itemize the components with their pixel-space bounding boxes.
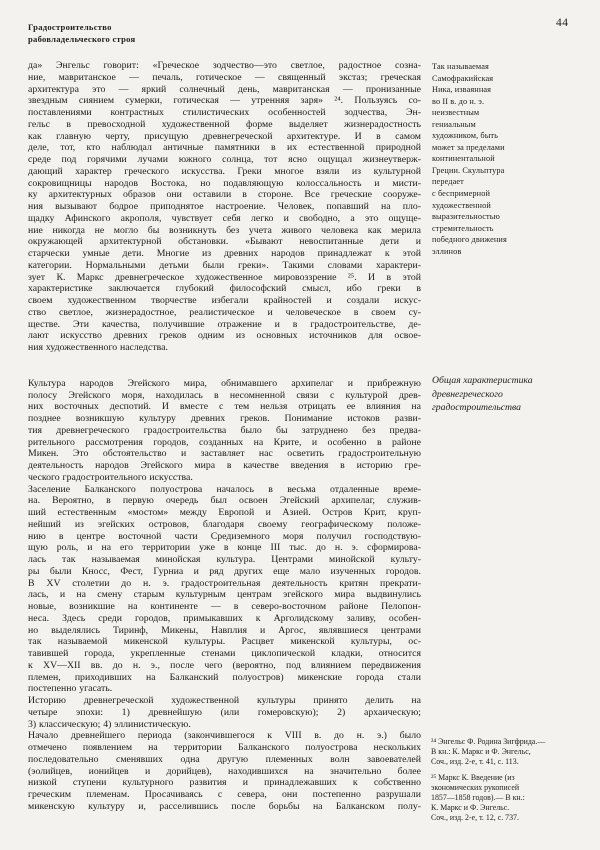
text-line: среде под горячими лучами южного солнца, тот ясно ощущал жизнеутверж- bbox=[28, 154, 421, 165]
margin-note-nike bbox=[432, 61, 578, 257]
text-line: характеристике заключается глубокий философский смысл, ибо греки в bbox=[28, 283, 421, 295]
text-line: ку архитектурных образов они оставили в стороне. Все греческие сооруже- bbox=[28, 189, 421, 201]
text-line: В кн.: К. Маркс и Ф. Энгельс, bbox=[431, 747, 531, 757]
text-line: во II в. до н. э. bbox=[432, 96, 485, 106]
text-line: постепенно угасать. bbox=[28, 683, 113, 695]
text-line: тия древнегреческого градостроительства было бы затруднено без предва- bbox=[28, 424, 421, 436]
text-line: позднее возникшую культуру древних греков. Понимание истоков разви- bbox=[28, 413, 421, 424]
text-line: деле, тот, кто наблюдал античные памятники в их естественной природной bbox=[28, 142, 421, 154]
text-line: старчески умные дети. Многие из древних народов принадлежат к этой bbox=[28, 248, 421, 259]
text-line: ние никогда не могло бы возникнуть без учета живого человека как мерила bbox=[28, 224, 421, 236]
text-line: Микен. Это обстоятельство и заставляет нас осветить градостроительную bbox=[28, 448, 421, 460]
text-line: В XV столетии до н. э. градостроительная деятельность критян прекрати- bbox=[28, 577, 421, 589]
text-line: Начало древнейшего периода (закончившегося к VIII в. до н. э.) было bbox=[28, 730, 421, 742]
text-line: них восточных деспотий. И вместе с тем нельзя отрицать ее влияния на bbox=[28, 401, 421, 413]
text-line: неса. Здесь среди городов, примыкавших к Арголидскому заливу, особен- bbox=[28, 612, 421, 624]
text-line: ществе. Эти качества, получившие отражение и в градостроительстве, де- bbox=[28, 318, 421, 330]
text-line: рабовладельческого строя bbox=[28, 33, 136, 44]
text-line: ния вызывают бодрое приподнятое настроение. Человек, попавший на пло- bbox=[28, 201, 421, 212]
text-line: гениальным bbox=[432, 119, 476, 129]
main-text-column bbox=[28, 60, 421, 813]
text-line: ший естественным «мостом» между Европой и Азией. Остров Крит, круп- bbox=[28, 507, 421, 518]
text-line: 1857—1858 годов).— В кн.: bbox=[431, 793, 525, 803]
text-line: Греции. Скульптура bbox=[432, 165, 505, 175]
text-line: племен, приходивших на Балканский полуостров) микенские города стали bbox=[28, 671, 421, 683]
text-line: ры были Кносс, Фест, Гурниа и ряд других еще мало изученных городов. bbox=[28, 565, 421, 577]
text-line: категории. Нормальными детьми были греки». Такими словами характери- bbox=[28, 259, 421, 271]
text-line: художником, быть bbox=[432, 131, 499, 141]
text-line: Соч., изд. 2-е, т. 41, с. 113. bbox=[431, 757, 519, 767]
text-line: Так называемая bbox=[432, 62, 489, 71]
text-line: низкой ступени культурного развития и принадлежавших к собственно bbox=[28, 777, 421, 789]
text-line: на. Вероятно, в первую очередь был освоен Эгейский архипелаг, служив- bbox=[28, 495, 421, 507]
text-line: Общая характеристика bbox=[432, 375, 533, 386]
text-line: деятельность народов Эгейского мира в качестве введения в историю гре- bbox=[28, 460, 421, 471]
text-line: (эолийцев, ионийцев и дорийцев), находившихся на значительно более bbox=[28, 765, 421, 777]
text-line: неизвестным bbox=[432, 108, 480, 118]
text-line: как главную черту, присущую древнегреческой архитектуре. И в самом bbox=[28, 130, 421, 142]
text-line: новые, возникшие на континенте — в северо-восточном районе Пелопон- bbox=[28, 601, 421, 612]
footnotes-block bbox=[431, 737, 584, 824]
running-head bbox=[28, 22, 248, 45]
text-line: нию в центре восточной части Средиземного моря получил господствую- bbox=[28, 530, 421, 542]
text-line: ²⁴ Энгельс Ф. Родина Зигфрида.— bbox=[431, 737, 546, 746]
paragraph-balkan-settlement bbox=[28, 484, 421, 696]
text-line: окружающей архитектурной обстановки. «Бывают невоспитанные дети и bbox=[28, 236, 421, 248]
text-line: художественной bbox=[432, 200, 491, 210]
text-line: ²⁵ Маркс К. Введение (из bbox=[431, 772, 515, 782]
text-line: полосу Эгейского моря, находилась в несомненной связи с культурой древ- bbox=[28, 389, 421, 401]
text-line: победного движения bbox=[432, 235, 507, 245]
text-line: к XV—XII вв. до н. э., после чего (вероятно, под влиянием передвижения bbox=[28, 659, 421, 671]
text-line: Ника, изваянная bbox=[432, 85, 492, 95]
text-line: Соч., изд. 2-е, т. 12, с. 737. bbox=[431, 813, 519, 823]
text-line: щую роль, и на его территории уже в конце III тыс. до н. э. сформирова- bbox=[28, 542, 421, 554]
text-line: лают искусство древних греков одним из основных источников для освое- bbox=[28, 330, 421, 342]
paragraph-engels-quote bbox=[28, 60, 421, 354]
text-line: ческого градостроительного искусства. bbox=[28, 471, 193, 483]
text-line: гельс в превосходной художественной форме выделяет жизнерадостность bbox=[28, 118, 421, 130]
text-line: но выделялись Тиринф, Микены, Навплия и Аргос, являвшиеся центрами bbox=[28, 624, 421, 636]
text-line: зует К. Маркс древнегреческое художественное мировоззрение ²⁵. И в этой bbox=[28, 271, 421, 283]
text-line: сокровищницы народов Востока, но подавляющую колоссальность и мисти- bbox=[28, 177, 421, 189]
text-line: четыре эпохи: 1) древнейшую (или гомеровскую); 2) архаическую; bbox=[28, 706, 421, 718]
text-line: звездным сиянием сумерки, готическая — утренняя заря» ²⁴. Пользуясь со- bbox=[28, 95, 421, 107]
text-line: архитектура это — яркий солнечный день, мавританская — пронизанные bbox=[28, 83, 421, 95]
text-line: древнегреческого bbox=[432, 388, 503, 400]
footnote-24 bbox=[431, 737, 584, 768]
text-line: поставлениями контрастных стилистических особенностей зодчества, Эн- bbox=[28, 107, 421, 118]
text-line: лась, и на смену старым культурным центрам эгейского мира выдвинулись bbox=[28, 589, 421, 601]
text-line: выразительностью bbox=[432, 212, 500, 222]
text-line: ния художественного наследства. bbox=[28, 342, 168, 353]
text-line: да» Энгельс говорит: «Греческое зодчество—это светлое, радостное созна- bbox=[28, 60, 421, 71]
text-line: щадку Афинского акрополя, чувствует себя легко и свободно, а это ощуще- bbox=[28, 212, 421, 224]
text-line: лась так называемая минойская культура. Центрами минойской культу- bbox=[28, 554, 421, 565]
text-line: так называемой микенской культуры. Расцвет микенской культуры, ос- bbox=[28, 636, 421, 648]
text-line: ство светлое, жизнерадостное, реалистическое и человеческое в своем су- bbox=[28, 306, 421, 318]
text-line: передает bbox=[432, 177, 464, 187]
text-line: микенскую культуру и, расселившись после борьбы на Балканском полу- bbox=[28, 800, 421, 812]
text-line: Градостроительство bbox=[28, 22, 112, 32]
margin-section-heading bbox=[432, 374, 587, 415]
text-line: нейший из эгейских островов, благодаря своему географическому положе- bbox=[28, 518, 421, 530]
text-line: может за пределами bbox=[432, 142, 505, 152]
text-line: эллинов bbox=[432, 246, 462, 256]
text-line: греческим племенам. Просачиваясь с севера, они постепенно разрушали bbox=[28, 789, 421, 800]
text-line: своем художественном творчестве избегали крайностей и создали искус- bbox=[28, 295, 421, 306]
text-line: 3) классическую; 4) эллинистическую. bbox=[28, 718, 191, 730]
text-line: стремительность bbox=[432, 223, 494, 233]
text-line: континентальной bbox=[432, 154, 495, 164]
paragraph-earliest-period bbox=[28, 730, 421, 812]
text-line: Культура народов Эгейского мира, обнимавшего архипелаг и прибрежную bbox=[28, 377, 421, 389]
text-line: Самофракийская bbox=[432, 73, 494, 83]
text-line: Историю древнегреческой художественной культуры принято делить на bbox=[28, 695, 421, 706]
text-line: экономических рукописей bbox=[431, 782, 520, 792]
text-line: К. Маркс и Ф. Энгельс. bbox=[431, 803, 510, 813]
text-line: дающий характер греческого искусства. Греки многое взяли из культурной bbox=[28, 165, 421, 177]
paragraph-four-epochs bbox=[28, 695, 421, 730]
text-line: градостроительства bbox=[432, 402, 522, 414]
text-line: рительного рассмотрения городов, созданных на Крите, и особенно в районе bbox=[28, 436, 421, 448]
text-line: Заселение Балканского полуострова началось в весьма отдаленные време- bbox=[28, 483, 421, 495]
text-line: с беспримерной bbox=[432, 189, 490, 199]
text-line: тавившей города, укрепленные стенами циклопической кладки, относится bbox=[28, 648, 421, 659]
text-line: последовательно сменявших одна другую племенных волн завоевателей bbox=[28, 753, 421, 765]
text-line: отмечено появлением на территории Балканского полуострова нескольких bbox=[28, 742, 421, 753]
text-line: ние, мавританское — печаль, готическое — священный экстаз; греческая bbox=[28, 71, 421, 83]
paragraph-aegean-culture bbox=[28, 378, 421, 484]
footnote-25 bbox=[431, 773, 584, 824]
page-number: 44 bbox=[556, 17, 569, 29]
